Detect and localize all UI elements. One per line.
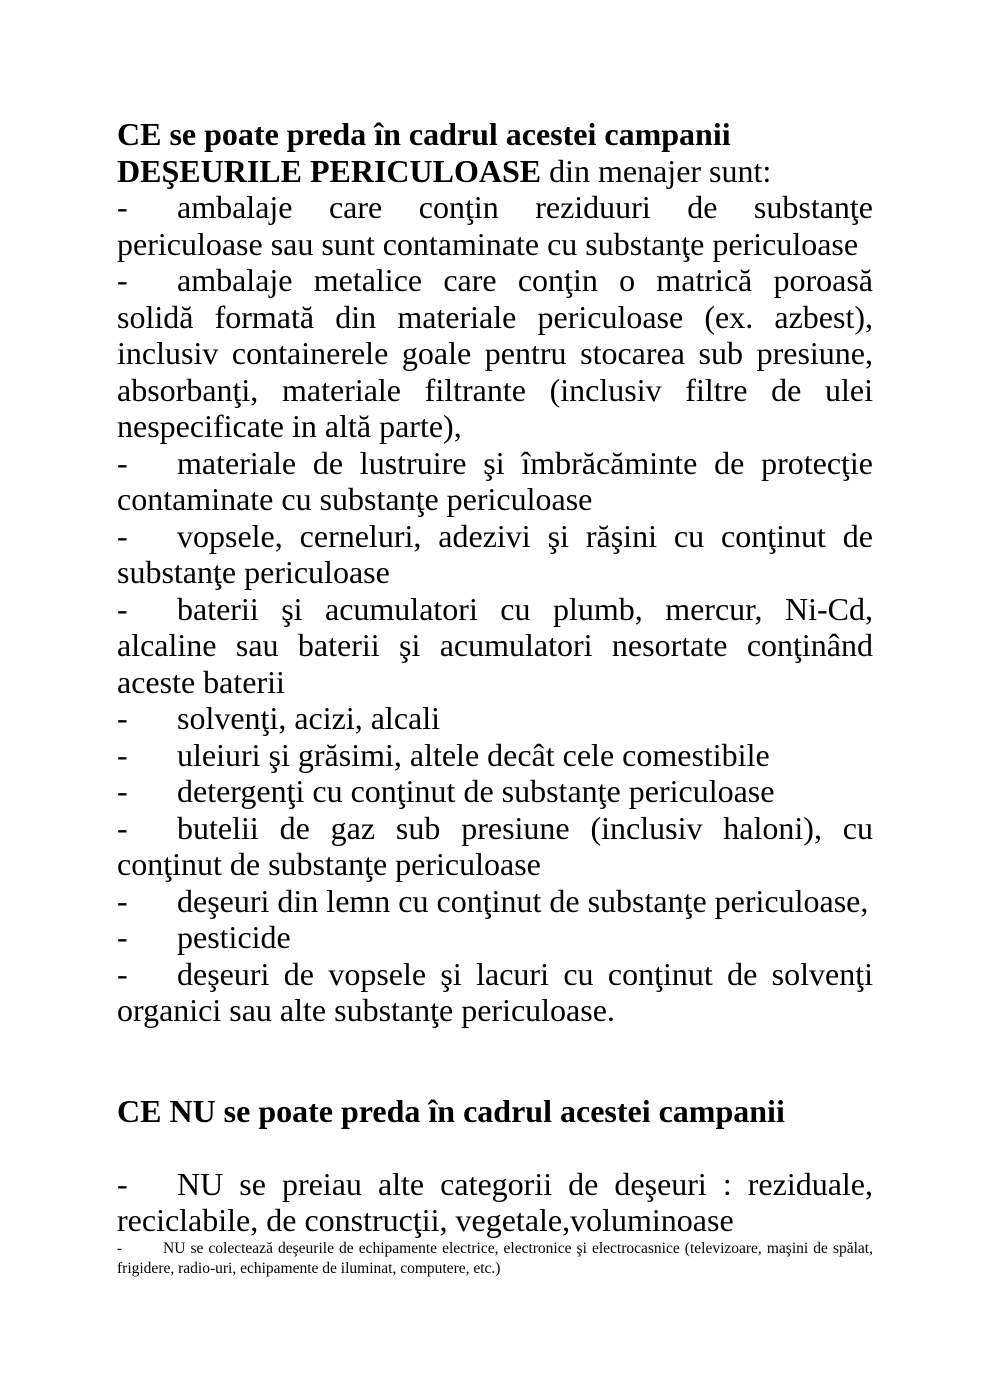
bullet-text: baterii şi acumulatori cu plumb, mercur, Ni-Cd, alcaline sau baterii şi acumulatori nesortate conţinând aceste baterii (117, 590, 873, 700)
bullet-marker: - (117, 919, 128, 955)
bullet-marker: - (117, 955, 128, 992)
list-item (117, 956, 873, 1029)
footnote-list (117, 1239, 873, 1279)
bullet-text: vopsele, cerneluri, adezivi şi răşini cu conţinut de substanţe periculoase (117, 517, 873, 590)
section1-subheading-rest: din menajer sunt: (541, 152, 772, 189)
list-item (117, 737, 873, 774)
section1-subheading (117, 153, 873, 190)
bullet-marker: - (117, 444, 128, 481)
bullet-text: ambalaje care conţin reziduuri de substanţe periculoase sau sunt contaminate cu substanţe periculoase (117, 189, 873, 262)
bullet-marker: - (117, 1165, 128, 1202)
bullet-text: deşeuri de vopsele şi lacuri cu conţinut de solvenţi organici sau alte substanţe periculoase. (117, 955, 873, 1028)
list-item (117, 919, 873, 956)
bullet-marker: - (117, 1239, 123, 1257)
bullet-text: detergenţi cu conţinut de substanţe periculoase (177, 773, 775, 809)
bullet-text: solvenţi, acizi, alcali (177, 700, 440, 736)
section1-heading: CE se poate preda în cadrul acestei campanii (117, 116, 731, 152)
bullet-marker: - (117, 189, 128, 225)
bullet-text: materiale de lustruire şi îmbrăcăminte de protecţie contaminate cu substanţe periculoase (117, 444, 873, 517)
bullet-text: NU se colectează deşeurile de echipamente electrice, electronice şi electrocasnice (televizoare, maşini de spălat, frigidere, radio-uri, echipamente de iluminat, computere, etc.) (117, 1239, 873, 1277)
list-item (117, 773, 873, 810)
bullet-text: deşeuri din lemn cu conţinut de substanţe periculoase, (177, 882, 869, 919)
list-item (117, 810, 873, 883)
list-item (117, 189, 873, 262)
allowed-waste-list (117, 189, 873, 1029)
list-item (117, 700, 873, 737)
bullet-marker: - (117, 700, 128, 736)
bullet-marker: - (117, 736, 128, 773)
not-accepted-list (117, 1166, 873, 1239)
bullet-marker: - (117, 590, 128, 627)
section2-heading: CE NU se poate preda în cadrul acestei campanii (117, 1092, 785, 1129)
bullet-marker: - (117, 262, 128, 298)
bullet-text: butelii de gaz sub presiune (inclusiv haloni), cu conţinut de substanţe periculoase (117, 809, 873, 882)
bullet-marker: - (117, 809, 128, 846)
list-item (117, 883, 873, 920)
bullet-text: ambalaje metalice care conţin o matrică poroasă solidă formată din materiale periculoase (ex. azbest), inclusiv containerele goale pentru stocarea sub presiune, absorbanţi, materiale filtrante (inclusiv filtre de ulei nespecificate in altă parte), (117, 262, 873, 444)
list-item (117, 1166, 873, 1239)
list-item (117, 1239, 873, 1279)
bullet-text: NU se preiau alte categorii de deşeuri : reziduale, reciclabile, de construcţii, vegetale,voluminoase (117, 1165, 873, 1238)
list-item (117, 262, 873, 445)
bullet-marker: - (117, 882, 128, 919)
bullet-marker: - (117, 517, 128, 554)
section1-subheading-bold: DEŞEURILE PERICULOASE (117, 152, 542, 189)
bullet-text: uleiuri şi grăsimi, altele decât cele comestibile (177, 736, 770, 773)
list-item (117, 445, 873, 518)
list-item (117, 591, 873, 701)
list-item (117, 518, 873, 591)
bullet-text: pesticide (177, 919, 291, 955)
bullet-marker: - (117, 773, 128, 809)
